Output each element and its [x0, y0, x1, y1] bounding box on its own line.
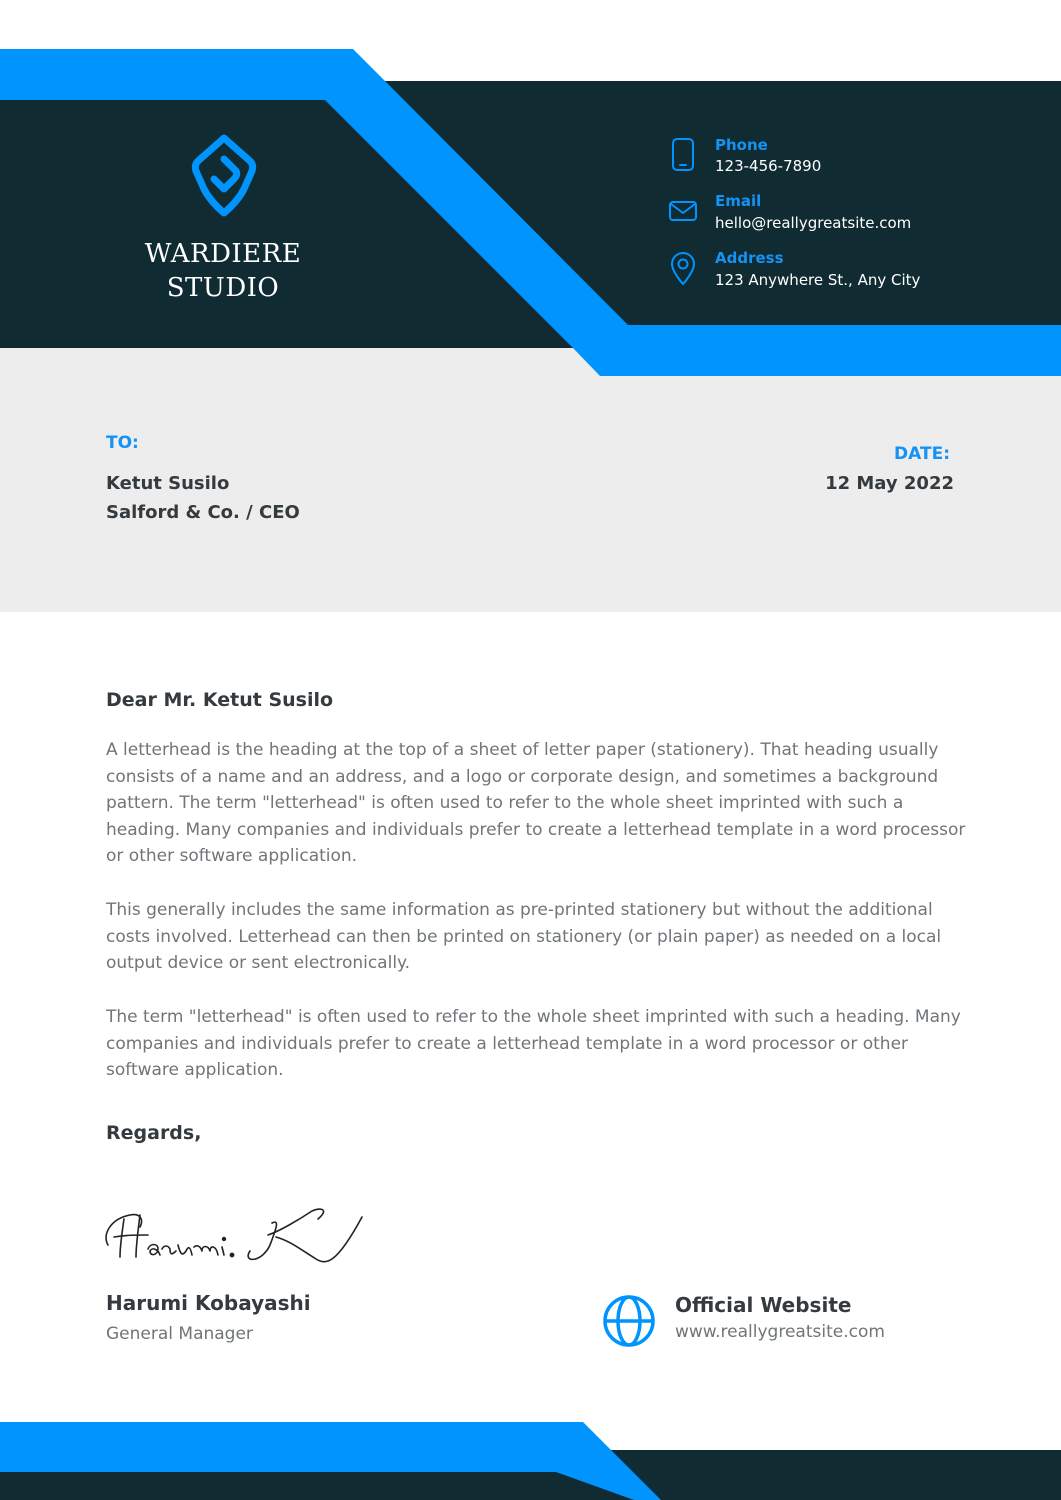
phone-label: Phone	[715, 136, 768, 154]
date-value: 12 May 2022	[825, 473, 954, 494]
brand-name-line1: WARDIERE	[144, 239, 302, 269]
salutation: Dear Mr. Ketut Susilo	[106, 689, 334, 711]
phone-icon	[670, 137, 696, 173]
map-pin-icon	[669, 251, 697, 287]
recipient-label: TO:	[106, 433, 139, 453]
brand-name-line2: STUDIO	[166, 273, 280, 303]
email-value[interactable]: hello@reallygreatsite.com	[715, 214, 912, 232]
letter-paragraph-3: The term "letterhead" is often used to refer to the whole sheet imprinted with such a heading. Many companies and individuals prefer to create a letterhead template in a word processor or other software application.	[106, 1007, 961, 1080]
header-graphic	[0, 0, 1061, 380]
recipient-name: Ketut Susilo	[106, 473, 230, 494]
signer-title: General Manager	[106, 1324, 253, 1344]
email-label: Email	[715, 192, 762, 210]
signer-name: Harumi Kobayashi	[106, 1291, 311, 1315]
shield-leaf-logo-icon	[190, 133, 258, 219]
handwritten-signature	[100, 1205, 375, 1275]
phone-value: 123-456-7890	[715, 157, 822, 175]
recipient-company: Salford & Co. / CEO	[106, 502, 300, 523]
globe-icon	[601, 1293, 657, 1349]
letter-paragraph-1: A letterhead is the heading at the top of a sheet of letter paper (stationery). That heading usually consists of a name and an address, and a logo or corporate design, and sometimes a background pattern. The term "letterhead" is often used to refer to the whole sheet imprinted with such a heading. Many companies and individuals prefer to create a letterhead template in a word processor or other software application.	[106, 740, 966, 866]
date-label: DATE:	[894, 444, 950, 464]
website-url[interactable]: www.reallygreatsite.com	[675, 1322, 885, 1342]
footer-graphic	[0, 1400, 1061, 1500]
mail-icon	[668, 199, 698, 223]
address-label: Address	[715, 249, 784, 267]
address-value: 123 Anywhere St., Any City	[715, 271, 921, 289]
letter-paragraph-2: This generally includes the same information as pre-printed stationery but without the additional costs involved. Letterhead can then be printed on stationery (or plain paper) as needed on a local output device or sent electronically.	[106, 900, 942, 973]
website-label: Official Website	[675, 1293, 852, 1317]
closing: Regards,	[106, 1122, 202, 1144]
